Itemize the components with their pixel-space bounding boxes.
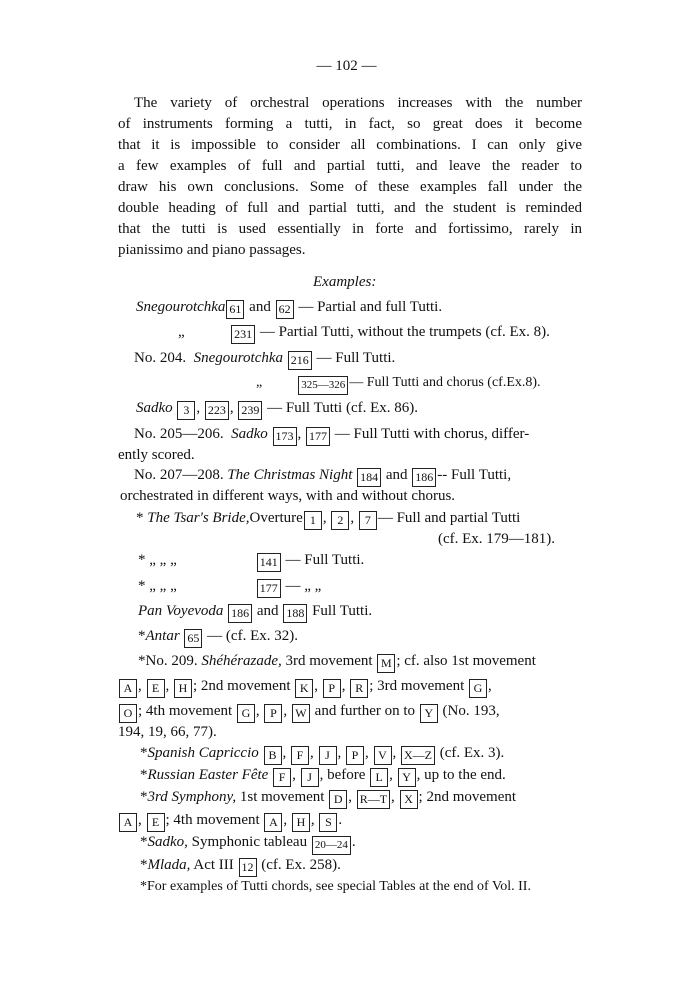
rehearsal-mark: 65 (184, 629, 202, 648)
rehearsal-mark: X (400, 790, 418, 809)
rehearsal-mark: B (264, 746, 282, 765)
rehearsal-mark: E (147, 813, 165, 832)
rehearsal-mark: 216 (288, 351, 312, 370)
example-row: *Russian Easter Fête F , J , before L , Y , up to the end. (140, 765, 506, 787)
intro-line-1: The variety of orchestral operations increases with the number (134, 95, 582, 111)
rehearsal-mark: 173 (273, 427, 297, 446)
rehearsal-mark: G (469, 679, 487, 698)
rehearsal-mark: P (264, 704, 282, 723)
rehearsal-mark: 1 (304, 511, 322, 530)
rehearsal-mark: X—Z (401, 746, 435, 765)
example-row: „ 325—326 — Full Tutti and chorus (cf.Ex.8). (256, 373, 541, 395)
rehearsal-mark: R—T (357, 790, 390, 809)
example-row: *3rd Symphony, 1st movement D , R—T , X ; 2nd movement (140, 787, 516, 809)
rehearsal-mark: H (292, 813, 310, 832)
rehearsal-mark: S (319, 813, 337, 832)
example-row-cont: A , E , H ; 2nd movement K , P , R ; 3rd movement G , (118, 676, 492, 698)
rehearsal-mark: J (301, 768, 319, 787)
example-row: *Spanish Capriccio B , F , J , P , V , X—Z (cf. Ex. 3). (140, 743, 504, 765)
rehearsal-mark: 20—24 (312, 836, 351, 855)
rehearsal-mark: K (295, 679, 313, 698)
rehearsal-mark: 177 (257, 579, 281, 598)
rehearsal-mark: 231 (231, 325, 255, 344)
rehearsal-mark: 141 (257, 553, 281, 572)
rehearsal-mark: P (346, 746, 364, 765)
rehearsal-mark: F (291, 746, 309, 765)
intro-line-6: double heading of full and partial tutti, and the student is reminded (118, 200, 582, 216)
rehearsal-mark: A (264, 813, 282, 832)
example-row-cont: O ; 4th movement G , P , W and further on to Y (No. 193, (118, 701, 500, 723)
example-row: Pan Voyevoda 186 and 188 Full Tutti. (138, 601, 372, 623)
rehearsal-mark: 186 (412, 468, 436, 487)
intro-line-3: that it is impossible to consider all combinations. I can only give (118, 137, 582, 153)
rehearsal-mark: P (323, 679, 341, 698)
rehearsal-mark: R (350, 679, 368, 698)
rehearsal-mark: V (374, 746, 392, 765)
intro-line-5: draw his own conclusions. Some of these examples fall under the (118, 179, 582, 195)
rehearsal-mark: L (370, 768, 388, 787)
rehearsal-mark: 186 (228, 604, 252, 623)
example-row: * „ „ „ 177 — „ „ (138, 576, 321, 598)
rehearsal-mark: 12 (239, 858, 257, 877)
rehearsal-mark: O (119, 704, 137, 723)
example-row: * The Tsar's Bride,Overture 1 , 2 , 7 — Full and partial Tutti (136, 508, 520, 530)
rehearsal-mark: 223 (205, 401, 229, 420)
example-row: No. 204. Snegourotchka 216 — Full Tutti. (134, 348, 395, 370)
example-row: *Mlada, Act III 12 (cf. Ex. 258). (140, 855, 341, 877)
intro-line-2: of instruments forming a tutti, in fact, so great does it become (118, 116, 582, 132)
example-row: Snegourotchka 61 and 62 — Partial and full Tutti. (136, 297, 442, 319)
rehearsal-mark: 61 (226, 300, 244, 319)
rehearsal-mark: A (119, 679, 137, 698)
rehearsal-mark: D (329, 790, 347, 809)
example-row: * „ „ „ 141 — Full Tutti. (138, 550, 364, 572)
rehearsal-mark: 62 (276, 300, 294, 319)
rehearsal-mark: W (292, 704, 310, 723)
rehearsal-mark: 239 (238, 401, 262, 420)
rehearsal-mark: 177 (306, 427, 330, 446)
example-row: Sadko 3 , 223 , 239 — Full Tutti (cf. Ex. 86). (136, 398, 418, 420)
footnote: *For examples of Tutti chords, see special Tables at the end of Vol. II. (140, 879, 531, 894)
example-row: No. 207—208. The Christmas Night 184 and 186 -- Full Tutti, (134, 465, 511, 487)
rehearsal-mark: 184 (357, 468, 381, 487)
example-row-cont: 194, 19, 66, 77). (118, 724, 217, 740)
rehearsal-mark: G (237, 704, 255, 723)
example-row: „ 231 — Partial Tutti, without the trumpets (cf. Ex. 8). (178, 322, 550, 344)
rehearsal-mark: E (147, 679, 165, 698)
rehearsal-mark: H (174, 679, 192, 698)
page-number: — 102 — (316, 58, 377, 74)
rehearsal-mark: 7 (359, 511, 377, 530)
example-row-cont: A , E ; 4th movement A , H , S . (118, 810, 342, 832)
example-row: *No. 209. Shéhérazade, 3rd movement M ; cf. also 1st movement (138, 651, 536, 673)
rehearsal-mark: M (377, 654, 395, 673)
rehearsal-mark: 188 (283, 604, 307, 623)
intro-line-4: a few examples of full and partial tutti, and leave the reader to (118, 158, 582, 174)
rehearsal-mark: 325—326 (298, 376, 348, 395)
rehearsal-mark: J (319, 746, 337, 765)
examples-heading: Examples: (313, 274, 377, 290)
rehearsal-mark: F (273, 768, 291, 787)
rehearsal-mark: Y (398, 768, 416, 787)
rehearsal-mark: Y (420, 704, 438, 723)
intro-line-7: that the tutti is used essentially in forte and fortissimo, rarely in (118, 221, 582, 237)
example-row: *Antar 65 — (cf. Ex. 32). (138, 626, 298, 648)
rehearsal-mark: 2 (331, 511, 349, 530)
example-row: No. 205—206. Sadko 173 , 177 — Full Tutti with chorus, differ- (134, 424, 529, 446)
intro-line-8: pianissimo and piano passages. (118, 242, 306, 258)
example-row: *Sadko, Symphonic tableau 20—24 . (140, 832, 356, 855)
rehearsal-mark: A (119, 813, 137, 832)
rehearsal-mark: 3 (177, 401, 195, 420)
example-row-cont: (cf. Ex. 179—181). (438, 531, 556, 547)
example-row-cont: ently scored. (118, 447, 195, 463)
example-row-cont: orchestrated in different ways, with and without chorus. (120, 488, 456, 504)
